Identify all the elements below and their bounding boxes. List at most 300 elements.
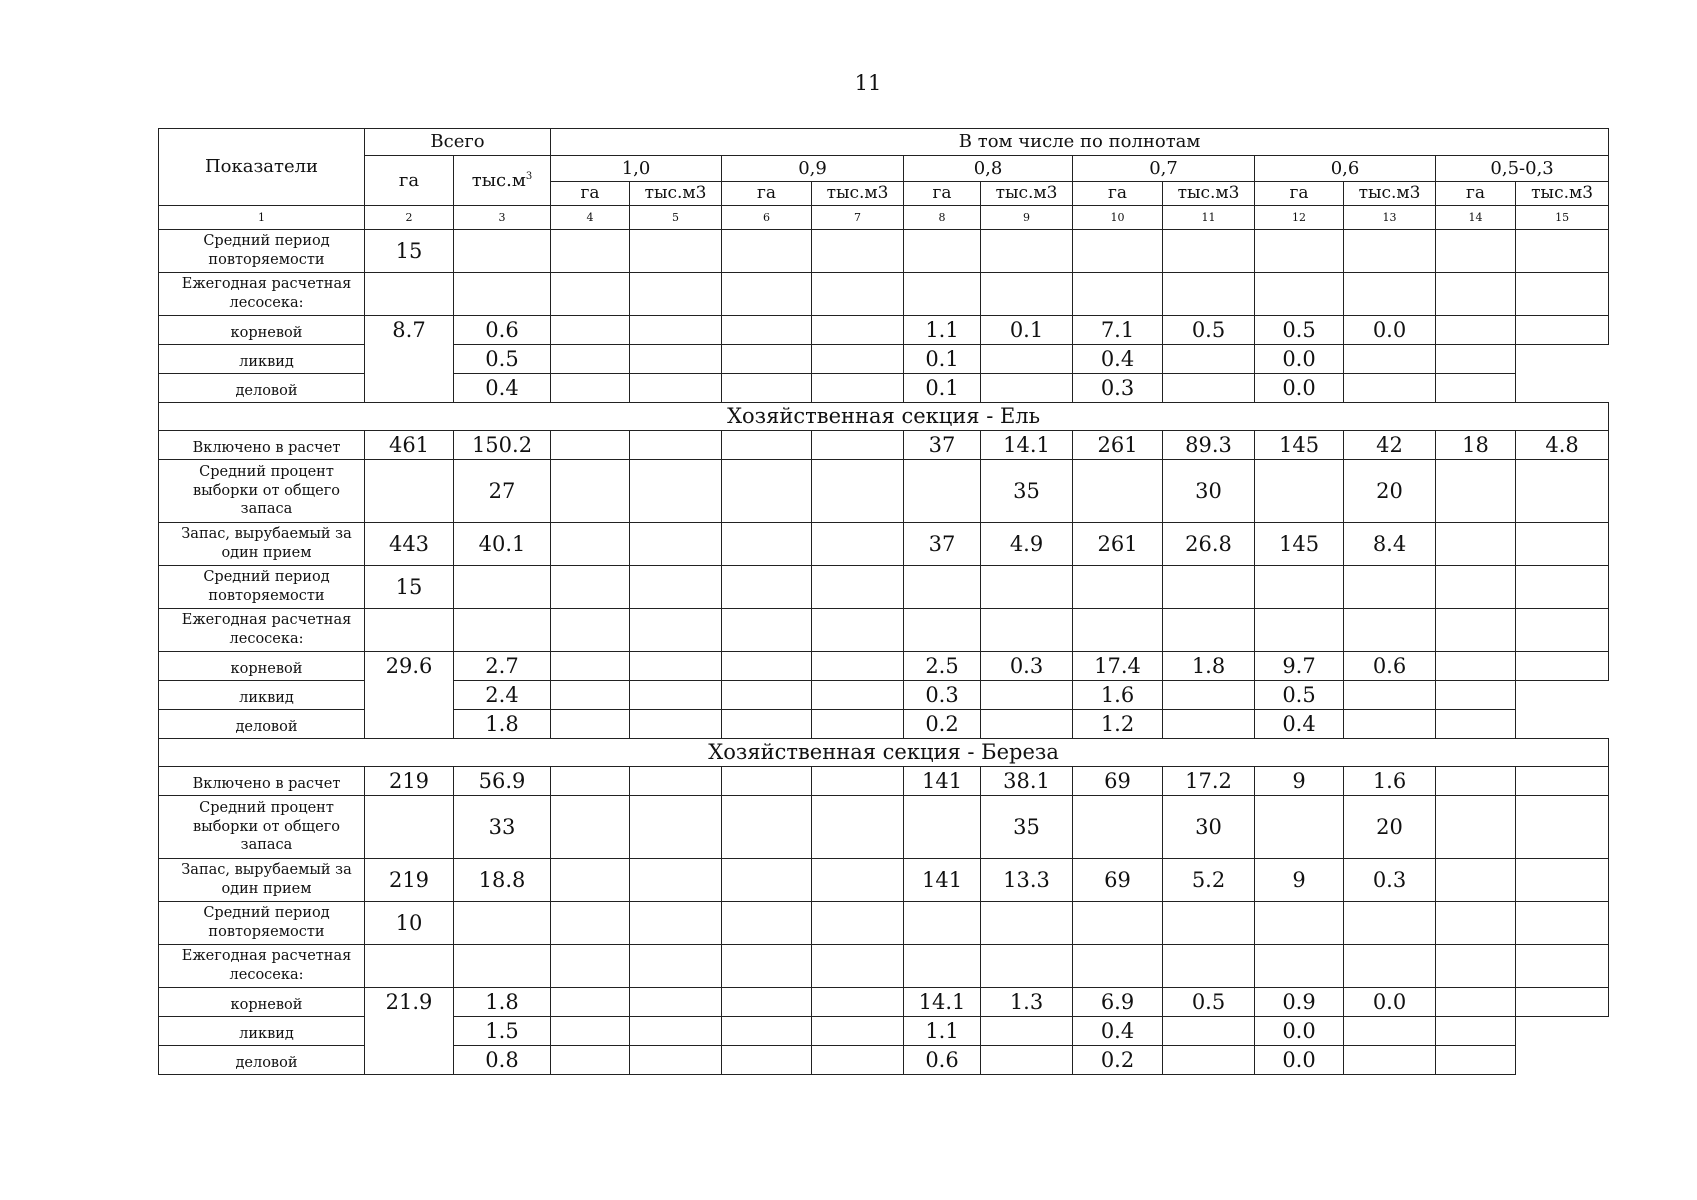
- value-cell: [1436, 1046, 1516, 1075]
- total-ha-header: га: [365, 156, 454, 206]
- value-cell: [722, 566, 812, 609]
- value-cell: [1516, 230, 1609, 273]
- value-cell: [722, 859, 812, 902]
- ha-subheader: га: [1255, 182, 1344, 206]
- value-cell: [551, 523, 630, 566]
- value-cell: 0.5: [1255, 681, 1344, 710]
- value-cell: 37: [904, 523, 981, 566]
- value-cell: [1255, 945, 1344, 988]
- vol-subheader: тыс.м3: [1516, 182, 1609, 206]
- value-cell: [981, 230, 1073, 273]
- value-cell: [365, 945, 454, 988]
- value-cell: 35: [981, 460, 1073, 523]
- value-cell: 2.5: [904, 652, 981, 681]
- value-cell: [812, 273, 904, 316]
- value-cell: [981, 345, 1073, 374]
- value-cell: [1436, 859, 1516, 902]
- row-label: Средний период повторяемости: [159, 566, 365, 609]
- value-cell: [722, 767, 812, 796]
- value-cell: 1.1: [904, 1017, 981, 1046]
- value-cell: [1163, 710, 1255, 739]
- value-cell: 1.8: [454, 988, 551, 1017]
- included-row: [159, 431, 1609, 460]
- value-cell: [1436, 316, 1516, 345]
- value-cell: [722, 988, 812, 1017]
- column-number: 11: [1163, 206, 1255, 230]
- value-cell: 0.8: [454, 1046, 551, 1075]
- value-cell: 145: [1255, 523, 1344, 566]
- value-cell: [981, 1046, 1073, 1075]
- value-cell: 1.3: [981, 988, 1073, 1017]
- row-label: деловой: [159, 710, 365, 739]
- value-cell: [551, 710, 630, 739]
- value-cell: [454, 230, 551, 273]
- value-cell: 145: [1255, 431, 1344, 460]
- value-cell: 69: [1073, 767, 1163, 796]
- value-cell: [551, 345, 630, 374]
- value-cell: [1516, 523, 1609, 566]
- value-cell: 1.6: [1073, 681, 1163, 710]
- header-row-2: [159, 156, 1609, 182]
- vol-unit: тыс.м: [471, 169, 526, 191]
- value-cell: [551, 652, 630, 681]
- column-number: 10: [1073, 206, 1163, 230]
- value-cell: 0.1: [904, 345, 981, 374]
- value-cell: 1.5: [454, 1017, 551, 1046]
- value-cell: [1436, 374, 1516, 403]
- value-cell: [904, 273, 981, 316]
- annual-row: [159, 945, 1609, 988]
- value-cell: [722, 945, 812, 988]
- ha-subheader: га: [1436, 182, 1516, 206]
- value-cell: [812, 374, 904, 403]
- total-header: Всего: [365, 129, 551, 156]
- column-number: 2: [365, 206, 454, 230]
- value-cell: [551, 316, 630, 345]
- value-cell: [1516, 273, 1609, 316]
- value-cell: [981, 945, 1073, 988]
- value-cell: [812, 609, 904, 652]
- value-cell: 261: [1073, 431, 1163, 460]
- value-cell: [630, 796, 722, 859]
- value-cell: 0.6: [454, 316, 551, 345]
- value-cell: 38.1: [981, 767, 1073, 796]
- value-cell: [1344, 710, 1436, 739]
- value-cell: 0.9: [1255, 988, 1344, 1017]
- value-cell: [1516, 460, 1609, 523]
- value-cell: [722, 652, 812, 681]
- root-row: [159, 652, 1609, 681]
- value-cell: 5.2: [1163, 859, 1255, 902]
- column-number-row: [159, 206, 1609, 230]
- value-cell: 17.4: [1073, 652, 1163, 681]
- percent-row: [159, 796, 1609, 859]
- row-label: ликвид: [159, 1017, 365, 1046]
- value-cell: [812, 902, 904, 945]
- value-cell: 0.5: [1163, 316, 1255, 345]
- value-cell: [365, 609, 454, 652]
- value-cell: [812, 1017, 904, 1046]
- value-cell: [904, 945, 981, 988]
- value-cell: [812, 316, 904, 345]
- value-cell: [812, 431, 904, 460]
- value-cell: [812, 859, 904, 902]
- row-label: Запас, вырубаемый за один прием: [159, 859, 365, 902]
- value-cell: 9: [1255, 767, 1344, 796]
- percent-row: [159, 460, 1609, 523]
- value-cell: [551, 945, 630, 988]
- row-label: Средний период повторяемости: [159, 902, 365, 945]
- value-cell: 1.8: [454, 710, 551, 739]
- value-cell: 17.2: [1163, 767, 1255, 796]
- value-cell: 0.0: [1255, 1017, 1344, 1046]
- row-label: корневой: [159, 988, 365, 1017]
- value-cell: 0.5: [454, 345, 551, 374]
- value-cell: [551, 273, 630, 316]
- section-title: Хозяйственная секция - Береза: [159, 739, 1609, 767]
- value-cell: [1255, 609, 1344, 652]
- section-title: Хозяйственная секция - Ель: [159, 403, 1609, 431]
- value-cell: 0.2: [904, 710, 981, 739]
- row-label: Ежегодная расчетная лесосека:: [159, 609, 365, 652]
- value-cell: [551, 566, 630, 609]
- value-cell: [454, 566, 551, 609]
- row-label: Средний процент выборки от общего запаса: [159, 796, 365, 859]
- value-cell: 18.8: [454, 859, 551, 902]
- header-row-1: [159, 129, 1609, 156]
- value-cell: [1436, 988, 1516, 1017]
- value-cell: [722, 230, 812, 273]
- value-cell: [812, 652, 904, 681]
- value-cell: 0.1: [981, 316, 1073, 345]
- value-cell: 0.3: [1344, 859, 1436, 902]
- value-cell: 0.1: [904, 374, 981, 403]
- value-cell: [1344, 1046, 1436, 1075]
- value-cell: [812, 988, 904, 1017]
- value-cell: 261: [1073, 523, 1163, 566]
- value-cell: [1163, 345, 1255, 374]
- value-cell: [630, 1017, 722, 1046]
- value-cell: [454, 609, 551, 652]
- value-cell: [630, 230, 722, 273]
- value-cell: [1344, 374, 1436, 403]
- value-cell: [365, 460, 454, 523]
- value-cell: [551, 767, 630, 796]
- value-cell: [454, 273, 551, 316]
- value-cell: [630, 609, 722, 652]
- value-cell: [904, 566, 981, 609]
- value-cell: [1436, 945, 1516, 988]
- value-cell: [1436, 710, 1516, 739]
- value-cell: [551, 902, 630, 945]
- period-row: [159, 902, 1609, 945]
- value-cell: [981, 273, 1073, 316]
- ha-subheader: га: [722, 182, 812, 206]
- value-cell: [630, 859, 722, 902]
- value-cell: [981, 609, 1073, 652]
- row-label: Ежегодная расчетная лесосека:: [159, 273, 365, 316]
- value-cell: [1436, 1017, 1516, 1046]
- value-cell: [1073, 796, 1163, 859]
- vol-subheader: тыс.м3: [630, 182, 722, 206]
- value-cell: 0.0: [1255, 374, 1344, 403]
- vol-subheader: тыс.м3: [981, 182, 1073, 206]
- value-cell: [904, 230, 981, 273]
- value-cell: [1516, 652, 1609, 681]
- value-cell: [1073, 230, 1163, 273]
- value-cell: [1163, 273, 1255, 316]
- value-cell: [812, 945, 904, 988]
- value-cell: [812, 345, 904, 374]
- value-cell: [551, 460, 630, 523]
- value-cell: [551, 988, 630, 1017]
- section-title-row: [159, 403, 1609, 431]
- vol-unit-exponent: 3: [525, 170, 533, 182]
- value-cell: [630, 652, 722, 681]
- column-number: 14: [1436, 206, 1516, 230]
- value-cell: [1163, 230, 1255, 273]
- value-cell: [630, 945, 722, 988]
- value-cell: [1073, 460, 1163, 523]
- value-cell: [981, 566, 1073, 609]
- value-cell: [812, 566, 904, 609]
- value-cell: 8.4: [1344, 523, 1436, 566]
- value-cell: [551, 609, 630, 652]
- value-cell: [904, 460, 981, 523]
- value-cell: 35: [981, 796, 1073, 859]
- value-cell: [722, 374, 812, 403]
- value-cell: [1436, 523, 1516, 566]
- column-number: 6: [722, 206, 812, 230]
- period-row: [159, 230, 1609, 273]
- value-cell: 0.4: [1073, 1017, 1163, 1046]
- row-label: ликвид: [159, 345, 365, 374]
- value-cell: 0.4: [454, 374, 551, 403]
- value-cell: [722, 609, 812, 652]
- value-cell: 150.2: [454, 431, 551, 460]
- value-cell: 42: [1344, 431, 1436, 460]
- row-label: ликвид: [159, 681, 365, 710]
- value-cell: 0.4: [1255, 710, 1344, 739]
- value-cell: [1436, 460, 1516, 523]
- value-cell: [1436, 345, 1516, 374]
- value-cell: [1344, 902, 1436, 945]
- value-cell: [551, 431, 630, 460]
- value-cell: 4.9: [981, 523, 1073, 566]
- value-cell: [1436, 230, 1516, 273]
- value-cell: [630, 460, 722, 523]
- value-cell: [551, 859, 630, 902]
- value-cell: 20: [1344, 796, 1436, 859]
- value-cell: 9.7: [1255, 652, 1344, 681]
- value-cell: [1163, 1046, 1255, 1075]
- value-cell: [722, 796, 812, 859]
- value-cell: [981, 902, 1073, 945]
- row-label: корневой: [159, 316, 365, 345]
- value-cell: 0.0: [1255, 1046, 1344, 1075]
- value-cell: 0.0: [1255, 345, 1344, 374]
- value-cell: 13.3: [981, 859, 1073, 902]
- value-cell: [981, 681, 1073, 710]
- value-cell: [365, 796, 454, 859]
- value-cell: 141: [904, 767, 981, 796]
- value-cell: 2.7: [454, 652, 551, 681]
- density-header: 0,9: [722, 156, 904, 182]
- value-cell: [722, 431, 812, 460]
- value-cell: [1255, 566, 1344, 609]
- value-cell: 21.9: [365, 988, 454, 1075]
- ha-subheader: га: [904, 182, 981, 206]
- value-cell: 29.6: [365, 652, 454, 739]
- value-cell: [1073, 609, 1163, 652]
- value-cell: 14.1: [904, 988, 981, 1017]
- value-cell: [1073, 902, 1163, 945]
- value-cell: 0.6: [1344, 652, 1436, 681]
- value-cell: [630, 316, 722, 345]
- value-cell: [1255, 902, 1344, 945]
- value-cell: [1163, 681, 1255, 710]
- root-row: [159, 316, 1609, 345]
- value-cell: [1163, 902, 1255, 945]
- value-cell: 0.0: [1344, 988, 1436, 1017]
- value-cell: [630, 345, 722, 374]
- value-cell: 0.3: [1073, 374, 1163, 403]
- value-cell: [1516, 945, 1609, 988]
- value-cell: 15: [365, 566, 454, 609]
- value-cell: 0.2: [1073, 1046, 1163, 1075]
- value-cell: 1.6: [1344, 767, 1436, 796]
- value-cell: [1073, 566, 1163, 609]
- value-cell: 0.6: [904, 1046, 981, 1075]
- value-cell: [904, 796, 981, 859]
- total-vol-header: [454, 156, 551, 206]
- value-cell: [1516, 796, 1609, 859]
- value-cell: [722, 681, 812, 710]
- value-cell: [1436, 681, 1516, 710]
- value-cell: 443: [365, 523, 454, 566]
- value-cell: [1516, 988, 1609, 1017]
- value-cell: [1436, 767, 1516, 796]
- value-cell: [1255, 460, 1344, 523]
- value-cell: [1436, 652, 1516, 681]
- value-cell: [812, 796, 904, 859]
- value-cell: [454, 945, 551, 988]
- density-header: 0,6: [1255, 156, 1436, 182]
- row-label: Запас, вырубаемый за один прием: [159, 523, 365, 566]
- stock-row: [159, 859, 1609, 902]
- value-cell: 0.5: [1255, 316, 1344, 345]
- value-cell: [630, 273, 722, 316]
- value-cell: [630, 374, 722, 403]
- value-cell: [1516, 566, 1609, 609]
- value-cell: [630, 681, 722, 710]
- value-cell: 9: [1255, 859, 1344, 902]
- page-number: 11: [854, 71, 882, 95]
- value-cell: [812, 710, 904, 739]
- value-cell: [722, 460, 812, 523]
- row-label: Включено в расчет: [159, 431, 365, 460]
- value-cell: [551, 796, 630, 859]
- value-cell: [812, 1046, 904, 1075]
- value-cell: 0.3: [904, 681, 981, 710]
- value-cell: [904, 609, 981, 652]
- value-cell: [1255, 796, 1344, 859]
- value-cell: 30: [1163, 460, 1255, 523]
- vol-subheader: тыс.м3: [812, 182, 904, 206]
- value-cell: 6.9: [1073, 988, 1163, 1017]
- value-cell: 26.8: [1163, 523, 1255, 566]
- value-cell: [630, 988, 722, 1017]
- value-cell: [812, 230, 904, 273]
- felling-table: [158, 128, 1609, 1075]
- column-number: 3: [454, 206, 551, 230]
- value-cell: [1163, 374, 1255, 403]
- column-number: 9: [981, 206, 1073, 230]
- period-row: [159, 566, 1609, 609]
- column-number: 12: [1255, 206, 1344, 230]
- value-cell: 20: [1344, 460, 1436, 523]
- row-label: Средний период повторяемости: [159, 230, 365, 273]
- value-cell: 10: [365, 902, 454, 945]
- annual-row: [159, 273, 1609, 316]
- value-cell: 461: [365, 431, 454, 460]
- ha-subheader: га: [551, 182, 630, 206]
- value-cell: [722, 1046, 812, 1075]
- value-cell: [1344, 345, 1436, 374]
- value-cell: [1516, 902, 1609, 945]
- value-cell: [1436, 609, 1516, 652]
- value-cell: [551, 1046, 630, 1075]
- value-cell: [630, 767, 722, 796]
- value-cell: [812, 523, 904, 566]
- value-cell: 18: [1436, 431, 1516, 460]
- value-cell: 0.5: [1163, 988, 1255, 1017]
- root-row: [159, 988, 1609, 1017]
- value-cell: [722, 345, 812, 374]
- value-cell: [1516, 316, 1609, 345]
- value-cell: [1344, 566, 1436, 609]
- value-cell: [981, 374, 1073, 403]
- value-cell: 1.8: [1163, 652, 1255, 681]
- value-cell: [722, 523, 812, 566]
- value-cell: [722, 710, 812, 739]
- value-cell: [630, 431, 722, 460]
- value-cell: [1344, 681, 1436, 710]
- section-title-row: [159, 739, 1609, 767]
- value-cell: [1344, 273, 1436, 316]
- row-label: Ежегодная расчетная лесосека:: [159, 945, 365, 988]
- value-cell: 219: [365, 859, 454, 902]
- value-cell: 37: [904, 431, 981, 460]
- value-cell: [551, 1017, 630, 1046]
- value-cell: 4.8: [1516, 431, 1609, 460]
- value-cell: [630, 1046, 722, 1075]
- value-cell: [551, 681, 630, 710]
- row-label: деловой: [159, 374, 365, 403]
- value-cell: [812, 681, 904, 710]
- value-cell: [630, 710, 722, 739]
- row-label: корневой: [159, 652, 365, 681]
- value-cell: [1436, 902, 1516, 945]
- value-cell: 1.2: [1073, 710, 1163, 739]
- value-cell: [551, 230, 630, 273]
- value-cell: 0.3: [981, 652, 1073, 681]
- value-cell: [722, 273, 812, 316]
- value-cell: [1516, 609, 1609, 652]
- value-cell: 33: [454, 796, 551, 859]
- stock-row: [159, 523, 1609, 566]
- value-cell: 2.4: [454, 681, 551, 710]
